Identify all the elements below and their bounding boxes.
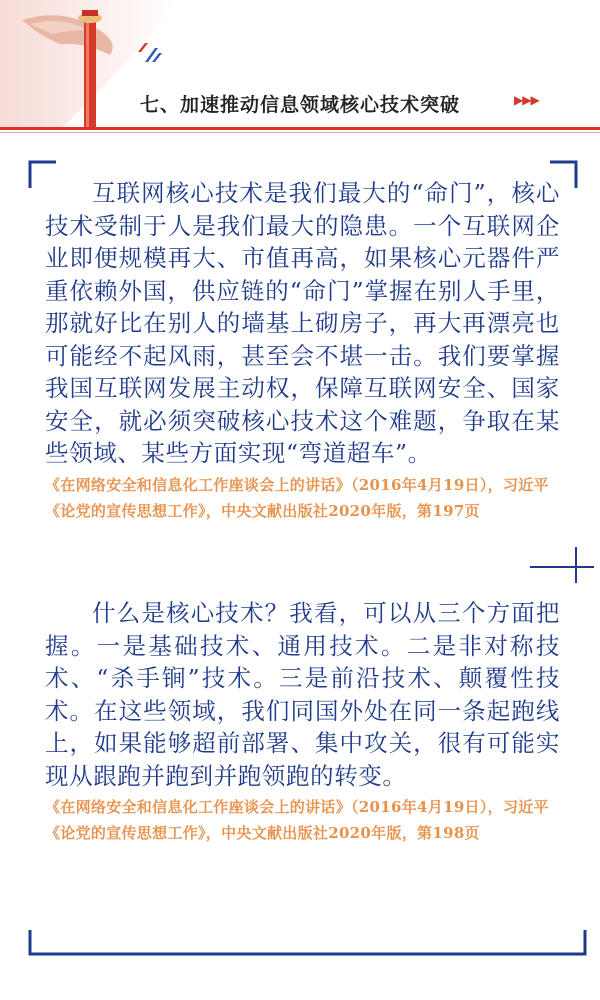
quote-paragraph: 什么是核心技术？我看，可以从三个方面把握。一是基础技术、通用技术。二是非对称技术、“杀手锏”技术。三是前沿技术、颠覆性技术。在这些领域，我们同国外处在同一条起跑线上，如果能够超前部署、集中攻关，很有可能实现从跟跑并跑到并跑领跑的转变。 bbox=[45, 599, 560, 790]
quote-section-1 bbox=[45, 177, 560, 524]
quote-source: 《在网络安全和信息化工作座谈会上的讲话》（2016年4月19日），习近平《论党的宣传思想工作》，中央文献出版社2020年版，第197页 bbox=[45, 475, 549, 520]
quote-source: 《在网络安全和信息化工作座谈会上的讲话》（2016年4月19日），习近平《论党的宣传思想工作》，中央文献出版社2020年版，第198页 bbox=[45, 798, 549, 842]
page-title: 七、加速推动信息领域核心技术突破 bbox=[140, 94, 461, 116]
header-divider-thin bbox=[0, 132, 600, 133]
header-divider bbox=[0, 127, 600, 130]
quote-section-2 bbox=[45, 597, 560, 846]
triple-arrow-icon: ▶▶▶ bbox=[514, 93, 539, 107]
crosshair-divider-icon bbox=[528, 545, 598, 585]
bracket-bottom-icon bbox=[28, 928, 588, 958]
header bbox=[0, 0, 600, 135]
quote-paragraph: 互联网核心技术是我们最大的“命门”，核心技术受制于人是我们最大的隐患。一个互联网企业即便规模再大、市值再高，如果核心元器件严重依赖外国，供应链的“命门”掌握在别人手里，那就好比在别人的墙基上砌房子，再大再漂亮也可能经不起风雨，甚至会不堪一击。我们要掌握我国互联网发展主动权，保障互联网安全、国家安全，就必须突破核心技术这个难题，争取在某些领域、某些方面实现“弯道超车”。 bbox=[45, 179, 560, 467]
